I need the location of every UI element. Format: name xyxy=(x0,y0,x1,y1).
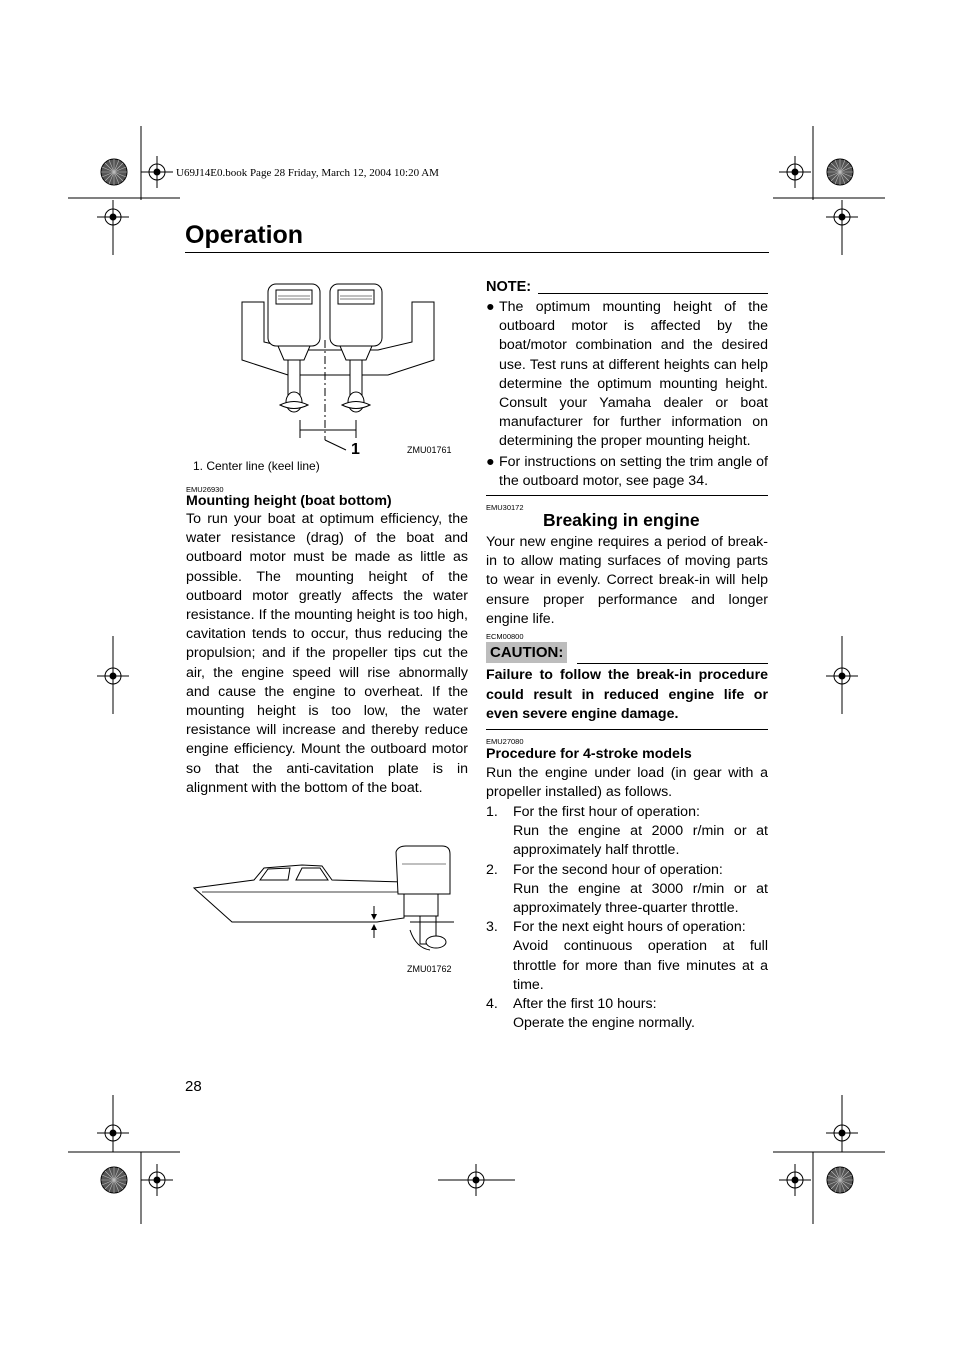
step-number: 3. xyxy=(486,919,498,936)
procedure-steps xyxy=(486,803,768,1033)
twin-outboard-figure xyxy=(238,280,438,460)
caution-label: CAUTION: xyxy=(486,642,567,663)
breakin-paragraph: Your new engine requires a period of break-in to allow mating surfaces of moving parts to wear in evenly. Correct break-in will help ensure proper performance and longer engine life. xyxy=(486,534,768,627)
note-item xyxy=(486,453,768,491)
section-code: EMU26930 xyxy=(186,485,224,494)
caution-end-rule xyxy=(486,729,768,730)
procedure-heading: Procedure for 4-stroke models xyxy=(486,746,692,762)
bullet-icon: ● xyxy=(486,453,495,470)
note-label: NOTE: xyxy=(486,279,532,295)
figure-code: ZMU01761 xyxy=(407,445,452,455)
step-title: After the first 10 hours: xyxy=(513,996,657,1013)
step-title: For the next eight hours of operation: xyxy=(513,919,746,936)
caution-text: Failure to follow the break-in procedure could result in reduced engine life or even severe engine damage. xyxy=(486,667,768,723)
section-code: ECM00800 xyxy=(486,632,524,641)
step-number: 2. xyxy=(486,861,498,878)
bullet-icon: ● xyxy=(486,299,495,315)
step-detail: Run the engine at 3000 r/min or at approximately three-quarter throttle. xyxy=(513,880,768,917)
note-end-rule xyxy=(486,495,768,496)
section-code: EMU30172 xyxy=(486,503,524,512)
step-number: 4. xyxy=(486,996,498,1013)
book-info: U69J14E0.book Page 28 Friday, March 12, 2004 10:20 AM xyxy=(176,167,439,179)
section-code: EMU27080 xyxy=(486,737,524,746)
figure-callout-1: 1 xyxy=(351,441,360,458)
page-title: Operation xyxy=(185,221,304,249)
step-title: For the second hour of operation: xyxy=(513,861,723,878)
note-item xyxy=(486,298,768,452)
note-rule xyxy=(538,293,768,294)
figure-caption: 1. Center line (keel line) xyxy=(193,459,320,473)
step-title: For the first hour of operation: xyxy=(513,804,700,820)
mounting-paragraph: To run your boat at optimum efficiency, the water resistance (drag) of the boat and outboard motor must be made as little as possible. The mounting height of the outboard motor greatly affects the water resistance. If the mounting height is too high, cavitation tends to occur, thus reducing the propulsion; and if the propeller tips cut the air, the engine speed will rise abnormally and cause the engine to overheat. If the mounting height is too low, the water resistance will increase and thereby reduce engine efficiency. Mount the outboard motor so that the anti-cavitation plate is in alignment with the bottom of the boat. xyxy=(186,511,468,796)
note-list xyxy=(486,298,768,491)
caution-rule xyxy=(577,663,768,664)
boat-side-view-figure xyxy=(192,840,462,960)
step-number: 1. xyxy=(486,804,498,820)
mounting-heading: Mounting height (boat bottom) xyxy=(186,493,392,509)
step-item xyxy=(486,861,768,919)
step-detail: Avoid continuous operation at full throttle for more than five minutes at a time. xyxy=(513,938,768,993)
procedure-intro: Run the engine under load (in gear with a propeller installed) as follows. xyxy=(486,765,768,801)
figure-code: ZMU01762 xyxy=(407,964,452,974)
note-text: The optimum mounting height of the outboard motor is affected by the boat/motor combination and the desired use. Test runs at different heights can help determine the optimum mounting height. Consult your Yamaha dealer or boat manufacturer for further information on determining the proper mounting height. xyxy=(499,299,768,450)
page-number: 28 xyxy=(185,1078,202,1095)
note-text: For instructions on setting the trim angle of the outboard motor, see page 34. xyxy=(499,453,768,489)
step-item xyxy=(486,918,768,995)
title-rule xyxy=(185,252,769,253)
breakin-heading: Breaking in engine xyxy=(543,510,700,530)
step-item xyxy=(486,995,768,1033)
step-detail: Operate the engine normally. xyxy=(513,1015,695,1032)
step-item xyxy=(486,803,768,861)
step-detail: Run the engine at 2000 r/min or at approximately half throttle. xyxy=(513,823,768,859)
